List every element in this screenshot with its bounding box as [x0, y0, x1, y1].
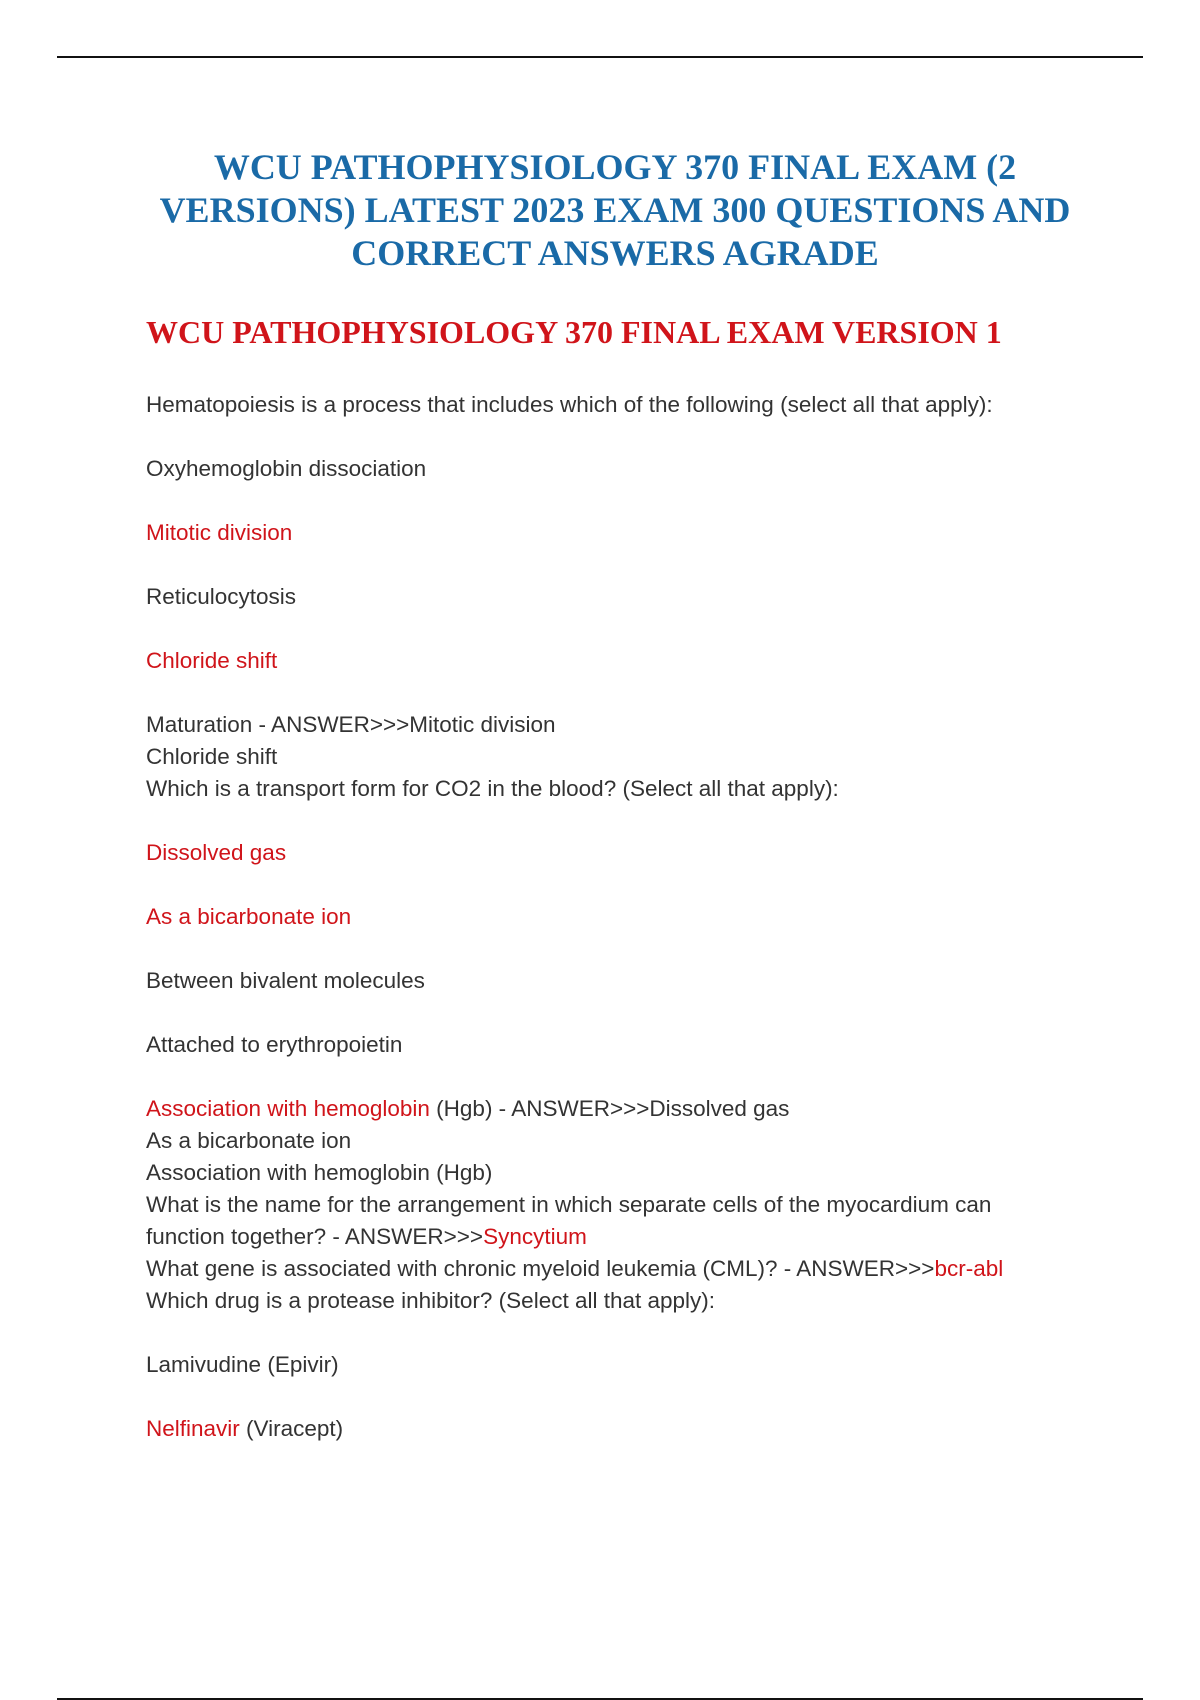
answer-line: As a bicarbonate ion: [146, 1128, 352, 1153]
answer-option: Lamivudine (Epivir): [146, 1352, 339, 1377]
answer-option-correct: As a bicarbonate ion: [146, 904, 352, 929]
question-text: What is the name for the arrangement in which separate cells of the myocardium can: [146, 1192, 992, 1217]
question-text: Which drug is a protease inhibitor? (Select all that apply):: [146, 1288, 716, 1313]
answer-option: Reticulocytosis: [146, 584, 297, 609]
document-body: [146, 389, 1086, 1445]
answer-option-correct: Nelfinavir: [146, 1416, 240, 1441]
answer-option: Between bivalent molecules: [146, 968, 425, 993]
answer-option-correct: Association with hemoglobin: [146, 1096, 430, 1121]
question-text: Which is a transport form for CO2 in the blood? (Select all that apply):: [146, 776, 839, 801]
question-text: [146, 1221, 1086, 1253]
answer-line: Maturation - ANSWER>>>Mitotic division: [146, 712, 556, 737]
answer-text: function together? - ANSWER>>>: [146, 1224, 484, 1249]
section-heading: WCU PATHOPHYSIOLOGY 370 FINAL EXAM VERSION 1: [146, 314, 1002, 350]
document-title: WCU PATHOPHYSIOLOGY 370 FINAL EXAM (2 VERSIONS) LATEST 2023 EXAM 300 QUESTIONS AND CORRECT ANSWERS AGRADE: [159, 147, 1071, 273]
answer-text: (Viracept): [239, 1416, 344, 1441]
answer-text: What gene is associated with chronic myeloid leukemia (CML)? - ANSWER>>>: [146, 1256, 935, 1281]
answer-line: [146, 1413, 1086, 1445]
answer-highlight: bcr-abl: [934, 1256, 1004, 1281]
answer-text: (Hgb) - ANSWER>>>Dissolved gas: [429, 1096, 790, 1121]
question-text: Hematopoiesis is a process that includes which of the following (select all that apply):: [146, 392, 993, 417]
answer-line: Association with hemoglobin (Hgb): [146, 1160, 493, 1185]
answer-option-correct: Mitotic division: [146, 520, 293, 545]
answer-option: Oxyhemoglobin dissociation: [146, 456, 427, 481]
answer-option: Attached to erythropoietin: [146, 1032, 403, 1057]
answer-highlight: Syncytium: [483, 1224, 587, 1249]
question-text: [146, 1253, 1086, 1285]
answer-option-correct: Chloride shift: [146, 648, 278, 673]
top-divider: [57, 56, 1143, 58]
answer-option-correct: Dissolved gas: [146, 840, 287, 865]
answer-line: Chloride shift: [146, 744, 278, 769]
answer-line: [146, 1093, 1086, 1125]
